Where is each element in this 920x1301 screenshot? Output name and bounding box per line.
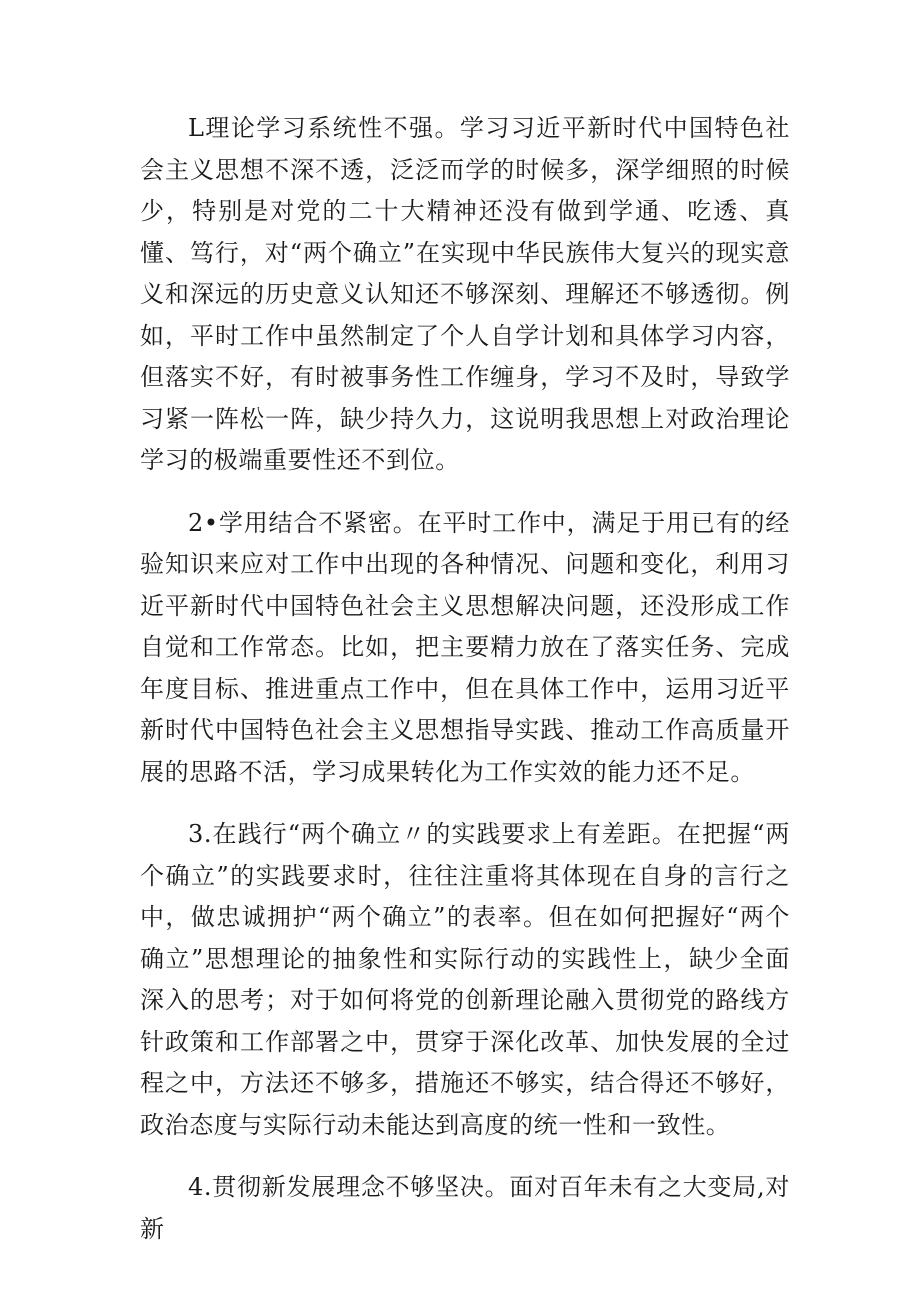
paragraph-1: L理论学习系统性不强。学习习近平新时代中国特色社会主义思想不深不透，泛泛而学的时候多，深学细照的时候少，特别是对党的二十大精神还没有做到学通、吃透、真懂、笃行，对“两个确立”在实现中华民族伟大复兴的现实意义和深远的历史意义认知还不够深刻、理解还不够透彻。例如，平时工作中虽然制定了个人自学计划和具体学习内容，但落实不好，有时被事务性工作缠身，学习不及时，导致学习紧一阵松一阵，缺少持久力，这说明我思想上对政治理论学习的极端重要性还不到位。 <box>140 114 790 474</box>
paragraph-3: 3.在践行“两个确立〃的实践要求上有差距。在把握“两个确立”的实践要求时，往往注重将其体现在自身的言行之中，做忠诚拥护“两个确立”的表率。但在如何把握好“两个确立”思想理论的抽象性和实际行动的实践性上，缺少全面深入的思考；对于如何将党的创新理论融入贯彻党的路线方针政策和工作部署之中，贯穿于深化改革、加快发展的全过程之中，方法还不够多，措施还不够实，结合得还不够好，政治态度与实际行动未能达到高度的统一性和一致性。 <box>140 820 790 1139</box>
paragraph-4: 4.贯彻新发展理念不够坚决。面对百年未有之大变局,对新 <box>140 1173 790 1243</box>
paragraph-2: 2•学用结合不紧密。在平时工作中，满足于用已有的经验知识来应对工作中出现的各种情况、问题和变化，利用习近平新时代中国特色社会主义思想解决问题，还没形成工作自觉和工作常态。比如，把主要精力放在了落实任务、完成年度目标、推进重点工作中，但在具体工作中，运用习近平新时代中国特色社会主义思想指导实践、推动工作高质量开展的思路不活，学习成果转化为工作实效的能力还不足。 <box>140 508 790 786</box>
document-body <box>140 108 790 1271</box>
